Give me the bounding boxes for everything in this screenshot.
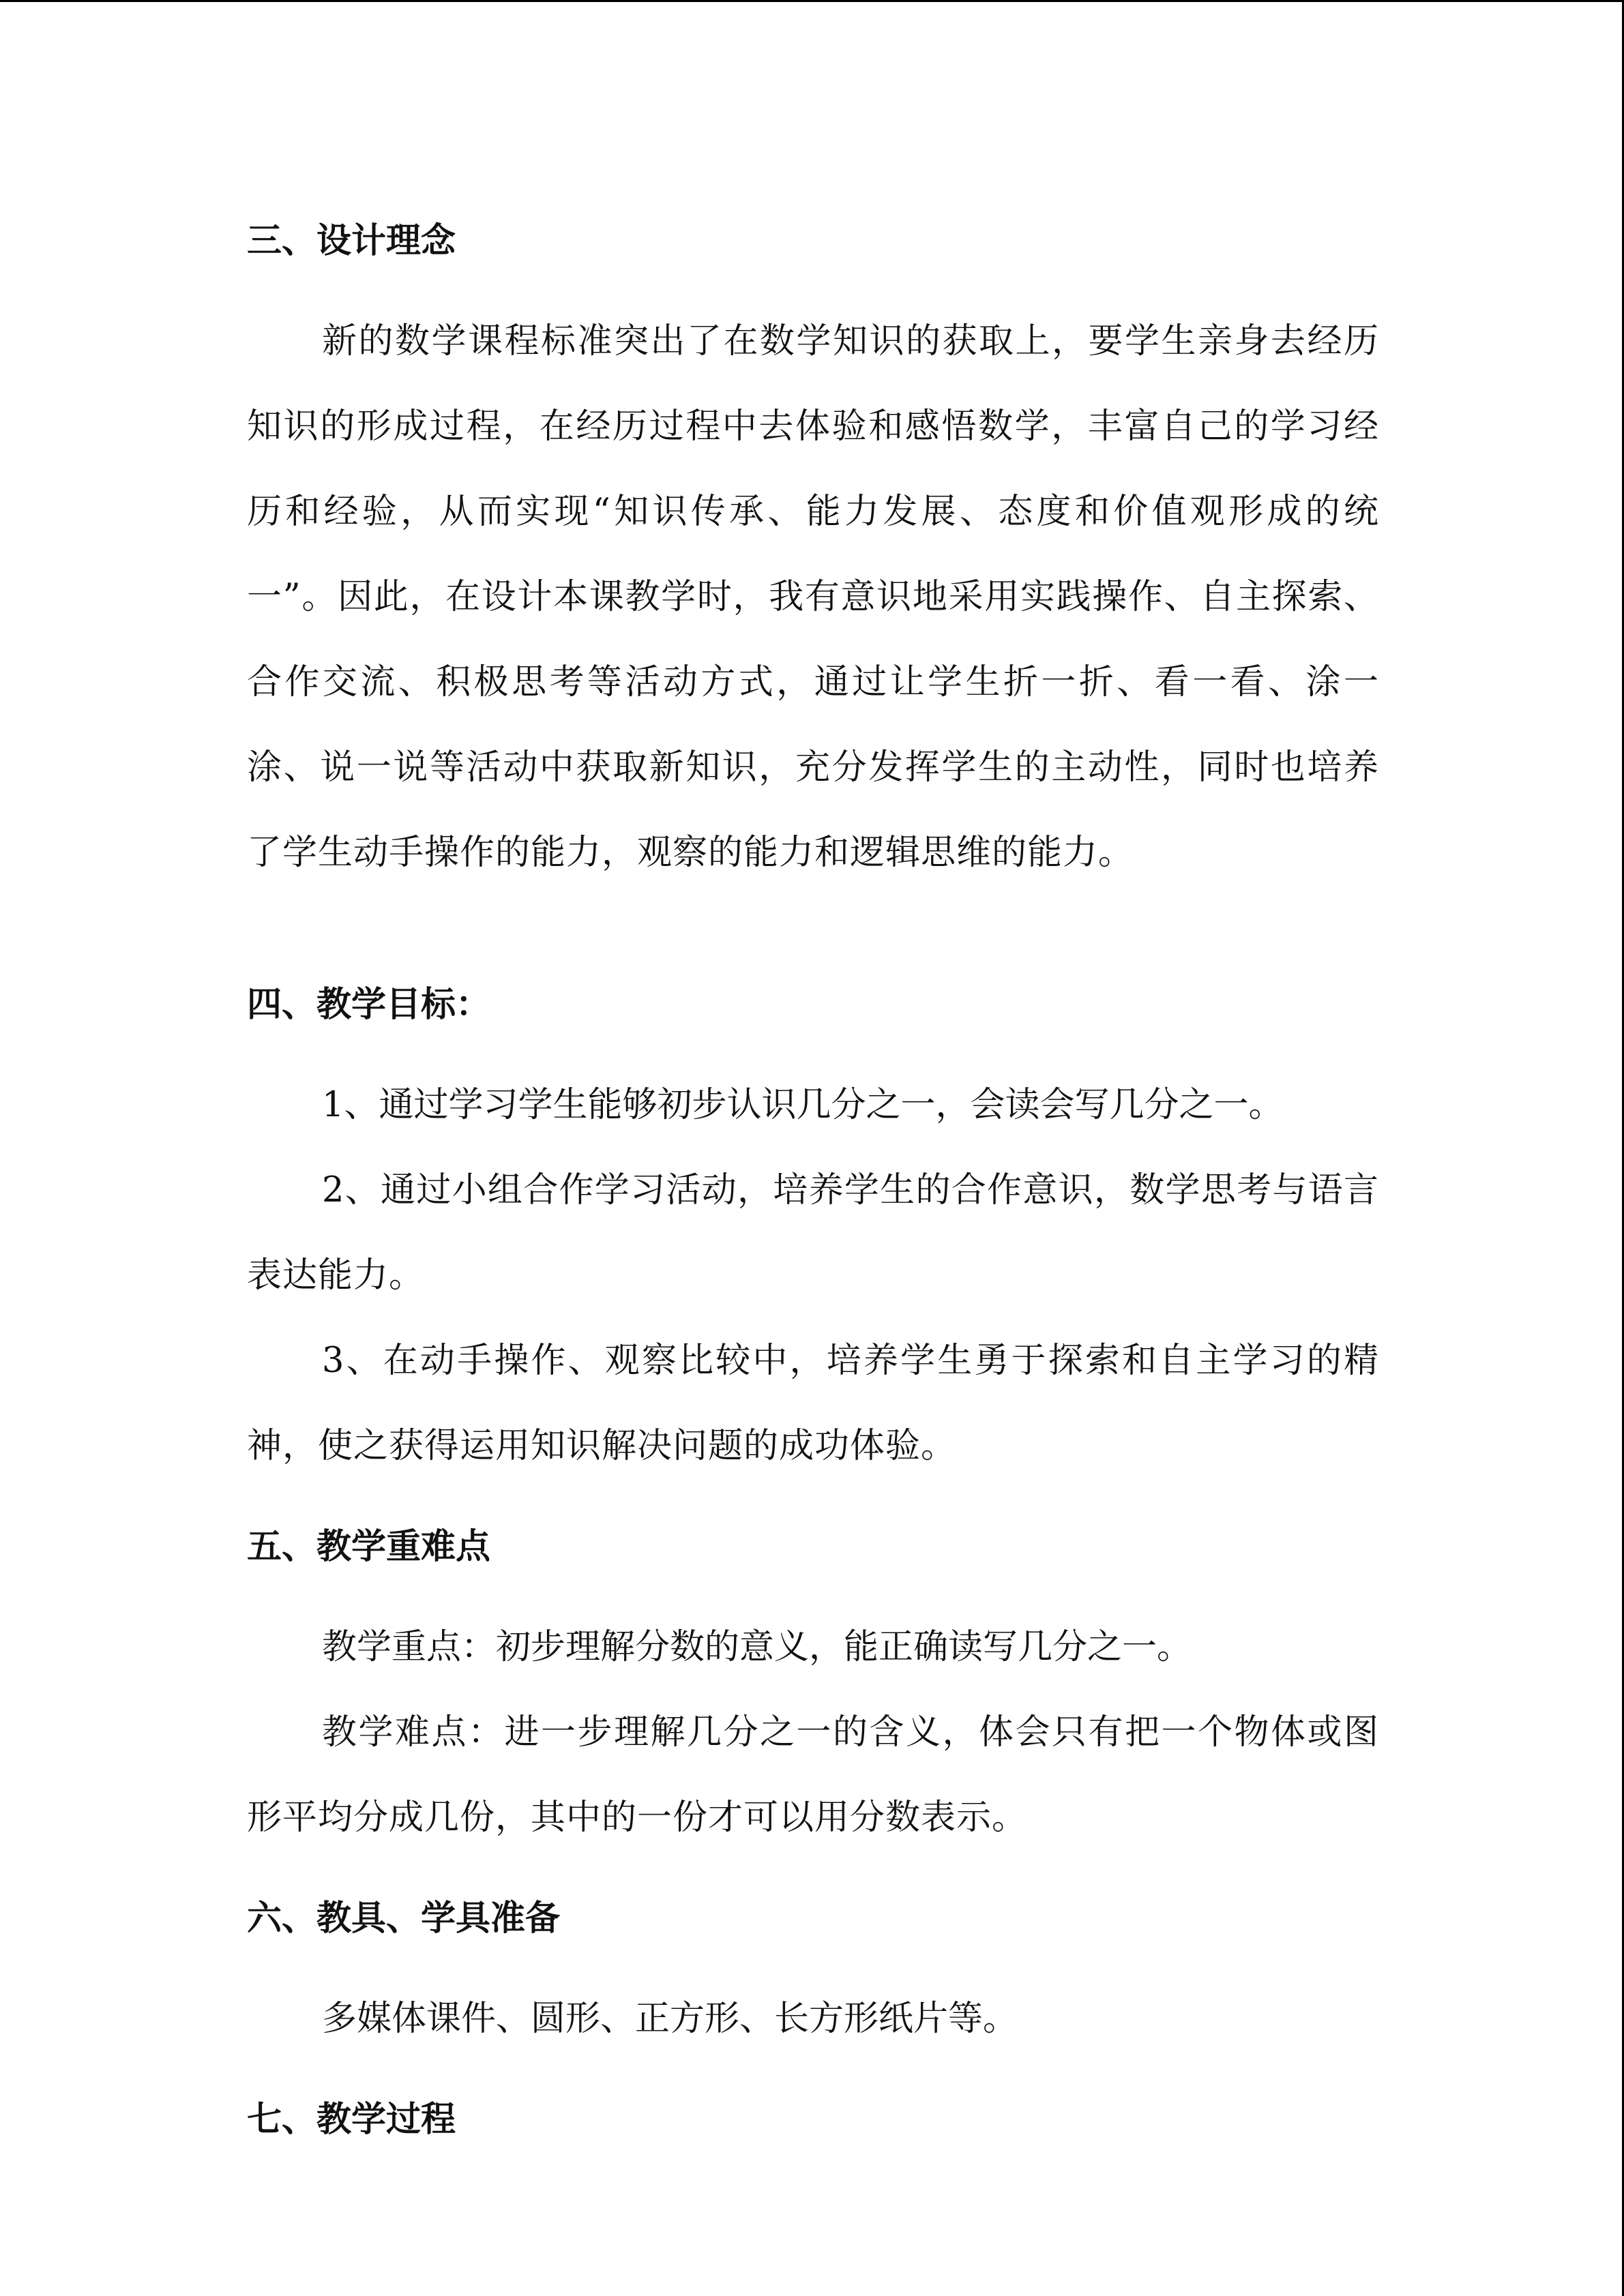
difficult-point: 教学难点：进一步理解几分之一的含义，体会只有把一个物体或图形平均分成几份，其中的一份才可以用分数表示。 bbox=[247, 1712, 1379, 1838]
document-body bbox=[247, 213, 1379, 2147]
key-point: 教学重点：初步理解分数的意义，能正确读写几分之一。 bbox=[322, 1627, 1192, 1667]
teaching-goal-1: 1、通过学习学生能够初步认识几分之一，会读会写几分之一。 bbox=[322, 1085, 1284, 1125]
section-heading-key-points: 五、教学重难点 bbox=[247, 1526, 491, 1567]
section-heading-teaching-process: 七、教学过程 bbox=[247, 2099, 456, 2140]
teaching-goal-2: 2、通过小组合作学习活动，培养学生的合作意识，数学思考与语言表达能力。 bbox=[247, 1170, 1379, 1296]
teaching-aids-list: 多媒体课件、圆形、正方形、长方形纸片等。 bbox=[322, 1999, 1018, 2039]
section-heading-design-concept: 三、设计理念 bbox=[247, 220, 456, 261]
design-concept-paragraph: 新的数学课程标准突出了在数学知识的获取上，要学生亲身去经历知识的形成过程，在经历过程中去体验和感悟数学，丰富自己的学习经历和经验，从而实现“知识传承、能力发展、态度和价值观形成的统一”。因此，在设计本课教学时，我有意识地采用实践操作、自主探索、合作交流、积极思考等活动方式，通过让学生折一折、看一看、涂一涂、说一说等活动中获取新知识，充分发挥学生的主动性，同时也培养了学生动手操作的能力，观察的能力和逻辑思维的能力。 bbox=[247, 321, 1379, 873]
section-heading-teaching-goals: 四、教学目标： bbox=[247, 984, 491, 1025]
teaching-goal-3: 3、在动手操作、观察比较中，培养学生勇于探索和自主学习的精神，使之获得运用知识解决问题的成功体验。 bbox=[247, 1341, 1379, 1466]
section-heading-teaching-aids: 六、教具、学具准备 bbox=[247, 1898, 561, 1939]
